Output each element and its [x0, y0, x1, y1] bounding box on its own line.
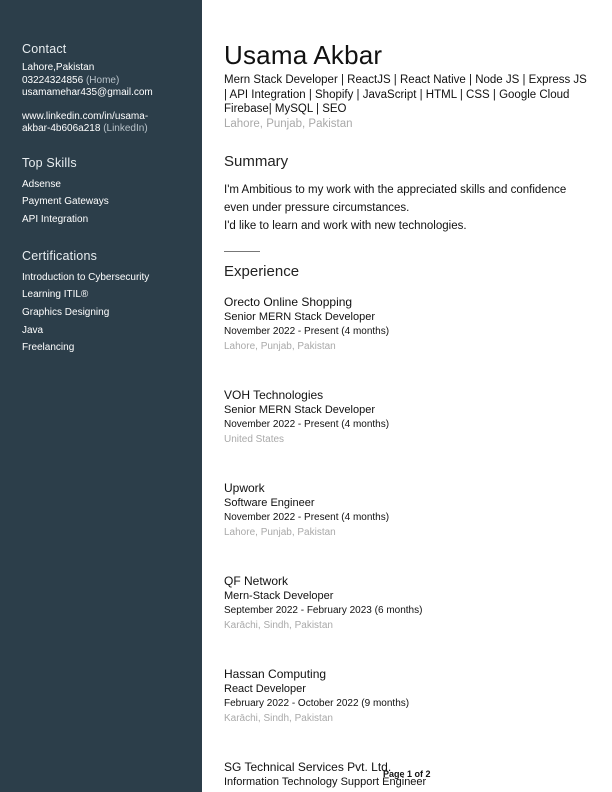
skills-heading: Top Skills — [22, 155, 77, 170]
contact-heading: Contact — [22, 42, 67, 56]
contact-email[interactable]: usamamehar435@gmail.com — [22, 87, 153, 98]
summary-line: I'd like to learn and work with new technologies. — [224, 220, 467, 233]
skills-section — [22, 156, 202, 229]
job-dates: September 2022 - February 2023 (6 months) — [224, 605, 423, 617]
page-number: Page 1 of 2 — [383, 769, 431, 779]
profile-location: Lahore, Punjab, Pakistan — [224, 117, 353, 130]
certifications-section — [22, 249, 202, 358]
job-role: Senior MERN Stack Developer — [224, 311, 376, 324]
job-location: Karāchi, Sindh, Pakistan — [224, 620, 333, 632]
main-content — [224, 40, 589, 792]
summary-text — [224, 181, 589, 236]
job-company: Hassan Computing — [224, 667, 327, 682]
job-entry — [224, 666, 589, 726]
job-company: Orecto Online Shopping — [224, 295, 353, 310]
job-location: United States — [224, 434, 285, 446]
skill-item: API Integration — [22, 213, 89, 225]
job-role: React Developer — [224, 683, 306, 696]
skill-item: Adsense — [22, 178, 61, 190]
summary-line: I'm Ambitious to my work with the appreciated skills and confidence even under pressure circumstances. — [224, 183, 567, 214]
job-location: Lahore, Punjab, Pakistan — [224, 341, 336, 353]
linkedin-note: (LinkedIn) — [103, 123, 148, 134]
job-dates: November 2022 - Present (4 months) — [224, 326, 390, 338]
contact-phone — [22, 75, 202, 88]
job-dates: November 2022 - Present (4 months) — [224, 419, 390, 431]
certification-item: Graphics Designing — [22, 307, 110, 319]
linkedin-url-tail[interactable]: akbar-4b606a218 — [22, 123, 101, 134]
job-role: Software Engineer — [224, 497, 315, 510]
job-entry — [224, 480, 589, 540]
certification-item: Freelancing — [22, 342, 75, 354]
job-company: Upwork — [224, 481, 265, 496]
experience-list — [224, 294, 589, 790]
job-dates: November 2022 - Present (4 months) — [224, 512, 390, 524]
job-dates: February 2022 - October 2022 (9 months) — [224, 698, 410, 710]
summary-heading: Summary — [224, 152, 289, 170]
section-divider — [224, 251, 260, 252]
job-role: Information Technology Support Engineer — [224, 776, 427, 789]
job-role: Mern-Stack Developer — [224, 590, 334, 603]
job-location: Karāchi, Sindh, Pakistan — [224, 713, 333, 725]
job-entry — [224, 573, 589, 633]
profile-headline: Mern Stack Developer | ReactJS | React Native | Node JS | Express JS | API Integration | Shopify | JavaScript | HTML | CSS | Google Cloud Firebase| MySQL | SEO — [224, 74, 587, 115]
phone-note: (Home) — [85, 74, 120, 86]
linkedin-url-line2[interactable] — [22, 123, 202, 136]
certification-item: Introduction to Cybersecurity — [22, 271, 150, 283]
job-company: SG Technical Services Pvt. Ltd. — [224, 760, 392, 775]
job-location: Lahore, Punjab, Pakistan — [224, 527, 336, 539]
contact-location: Lahore,Pakistan — [22, 62, 95, 73]
skill-item: Payment Gateways — [22, 196, 109, 208]
phone-number: 03224324856 — [22, 74, 84, 86]
linkedin-url-line1[interactable]: www.linkedin.com/in/usama- — [22, 110, 149, 122]
experience-heading: Experience — [224, 263, 300, 281]
profile-name: Usama Akbar — [224, 40, 383, 70]
job-entry — [224, 294, 589, 354]
job-role: Senior MERN Stack Developer — [224, 404, 376, 417]
job-entry — [224, 387, 589, 447]
job-company: QF Network — [224, 574, 289, 589]
contact-section — [22, 42, 202, 136]
certifications-heading: Certifications — [22, 248, 98, 263]
certification-item: Java — [22, 324, 44, 336]
job-company: VOH Technologies — [224, 388, 324, 403]
certification-item: Learning ITIL® — [22, 289, 89, 301]
sidebar — [0, 0, 202, 792]
